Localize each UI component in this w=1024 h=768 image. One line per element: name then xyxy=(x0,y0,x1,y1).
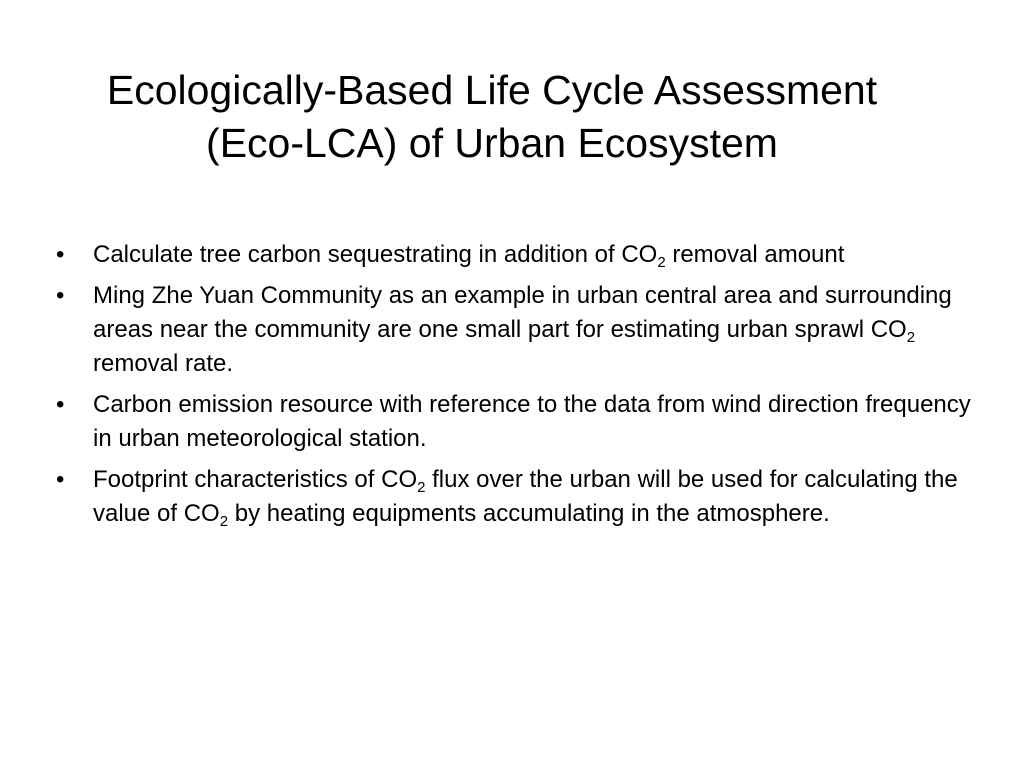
slide-title-line-2: (Eco-LCA) of Urban Ecosystem xyxy=(206,120,778,166)
bullet-text xyxy=(93,391,971,452)
bullet-text-part: Calculate tree carbon sequestrating in addition of CO xyxy=(93,241,658,268)
bullet-marker: • xyxy=(56,282,65,309)
bullet-text-part: by heating equipments accumulating in the atmosphere. xyxy=(228,500,830,527)
slide-title-line-1: Ecologically-Based Life Cycle Assessment xyxy=(106,67,878,113)
subscript-2: 2 xyxy=(417,479,426,496)
bullet-text-part: Footprint characteristics of CO xyxy=(93,466,418,493)
bullet-text-part: Carbon emission resource with reference to the data from wind direction frequency in urban meteorological station. xyxy=(93,391,971,452)
slide-title xyxy=(40,64,944,170)
bullet-item-carbon-emission xyxy=(56,388,976,456)
bullet-text-part: removal rate. xyxy=(93,350,234,377)
bullet-marker: • xyxy=(56,466,65,493)
bullet-text-part: removal amount xyxy=(665,241,845,268)
bullet-text xyxy=(93,241,845,271)
bullet-item-footprint xyxy=(56,463,976,531)
subscript-2: 2 xyxy=(219,513,229,530)
bullet-text xyxy=(93,466,958,530)
bullet-text-part: flux over the urban will be used for calculating the value of CO xyxy=(93,466,958,527)
subscript-2: 2 xyxy=(657,254,666,271)
bullet-text-part: Ming Zhe Yuan Community as an example in urban central area and surrounding areas near the community are one small part for estimating urban sprawl CO xyxy=(93,282,952,343)
bullet-item-tree-carbon xyxy=(56,238,976,272)
bullet-list xyxy=(56,238,976,538)
bullet-item-ming-zhe-yuan xyxy=(56,279,976,381)
subscript-2: 2 xyxy=(906,329,916,346)
bullet-marker: • xyxy=(56,391,65,418)
bullet-text xyxy=(93,282,952,377)
bullet-marker: • xyxy=(56,241,65,268)
